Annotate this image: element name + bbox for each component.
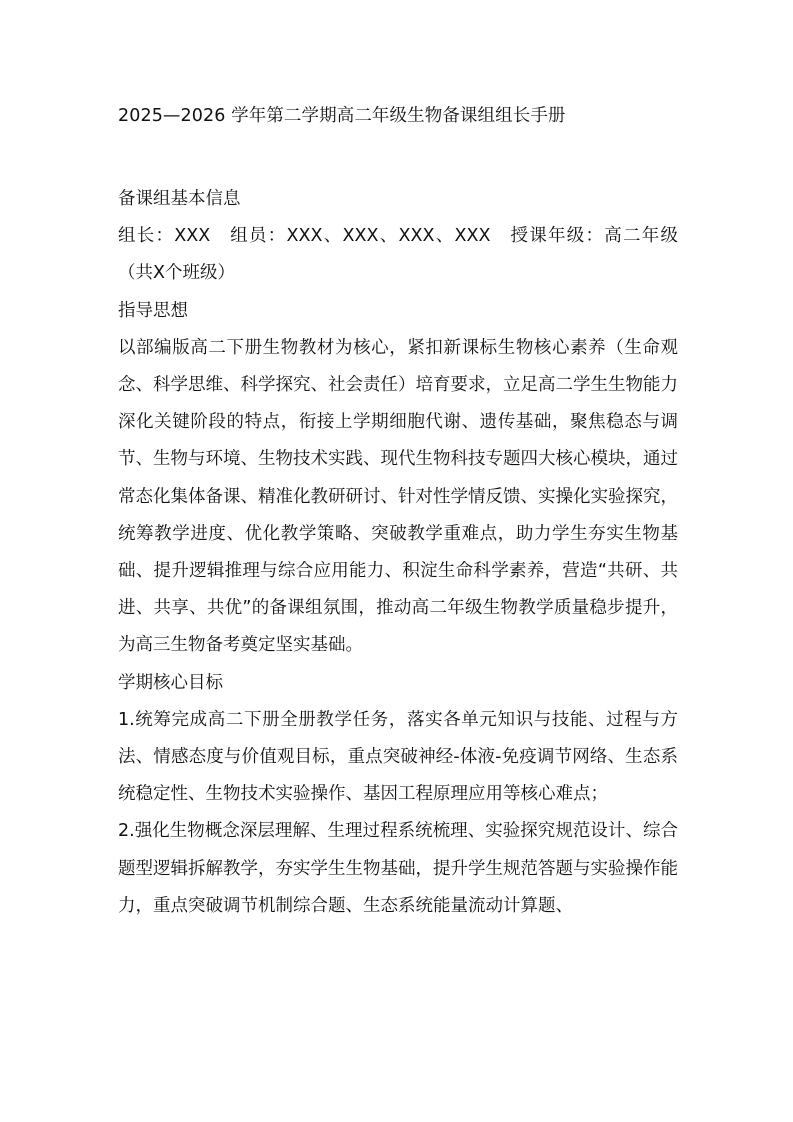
goal-item-1: 1.统筹完成高二下册全册教学任务，落实各单元知识与技能、过程与方法、情感态度与价值观目标，重点突破神经-体液-免疫调节网络、生态系统稳定性、生物技术实验操作、基因工程原理应用等核心难点； bbox=[118, 709, 678, 805]
document-title: 2025—2026 学年第二学期高二年级生物备课组组长手册 bbox=[118, 106, 566, 126]
goal-item-2: 2.强化生物概念深层理解、生理过程系统梳理、实验探究规范设计、综合题型逻辑拆解教学，夯实学生生物基础，提升学生规范答题与实验操作能力，重点突破调节机制综合题、生态系统能量流动计算题、 bbox=[118, 821, 678, 916]
goals-heading: 学期核心目标 bbox=[118, 672, 223, 693]
document-body bbox=[118, 181, 678, 925]
basic-info-line: 组长：XXX 组员：XXX、XXX、XXX、XXX 授课年级：高二年级（共X个班级） bbox=[118, 226, 678, 284]
guiding-heading: 指导思想 bbox=[118, 300, 188, 321]
basic-info-heading: 备课组基本信息 bbox=[118, 189, 241, 209]
guiding-paragraph: 以部编版高二下册生物教材为核心，紧扣新课标生物核心素养（生命观念、科学思维、科学探究、社会责任）培育要求，立足高二学生生物能力深化关键阶段的特点，衔接上学期细胞代谢、遗传基础，聚焦稳态与调节、生物与环境、生物技术实践、现代生物科技专题四大核心模块，通过常态化集体备课、精准化教研研讨、针对性学情反馈、实操化实验探究，统筹教学进度、优化教学策略、突破教学重难点，助力学生夯实生物基础、提升逻辑推理与综合应用能力、积淀生命科学素养，营造“共研、共进、共享、共优”的备课组氛围，推动高二年级生物教学质量稳步提升，为高三生物备考奠定坚实基础。 bbox=[118, 337, 678, 656]
